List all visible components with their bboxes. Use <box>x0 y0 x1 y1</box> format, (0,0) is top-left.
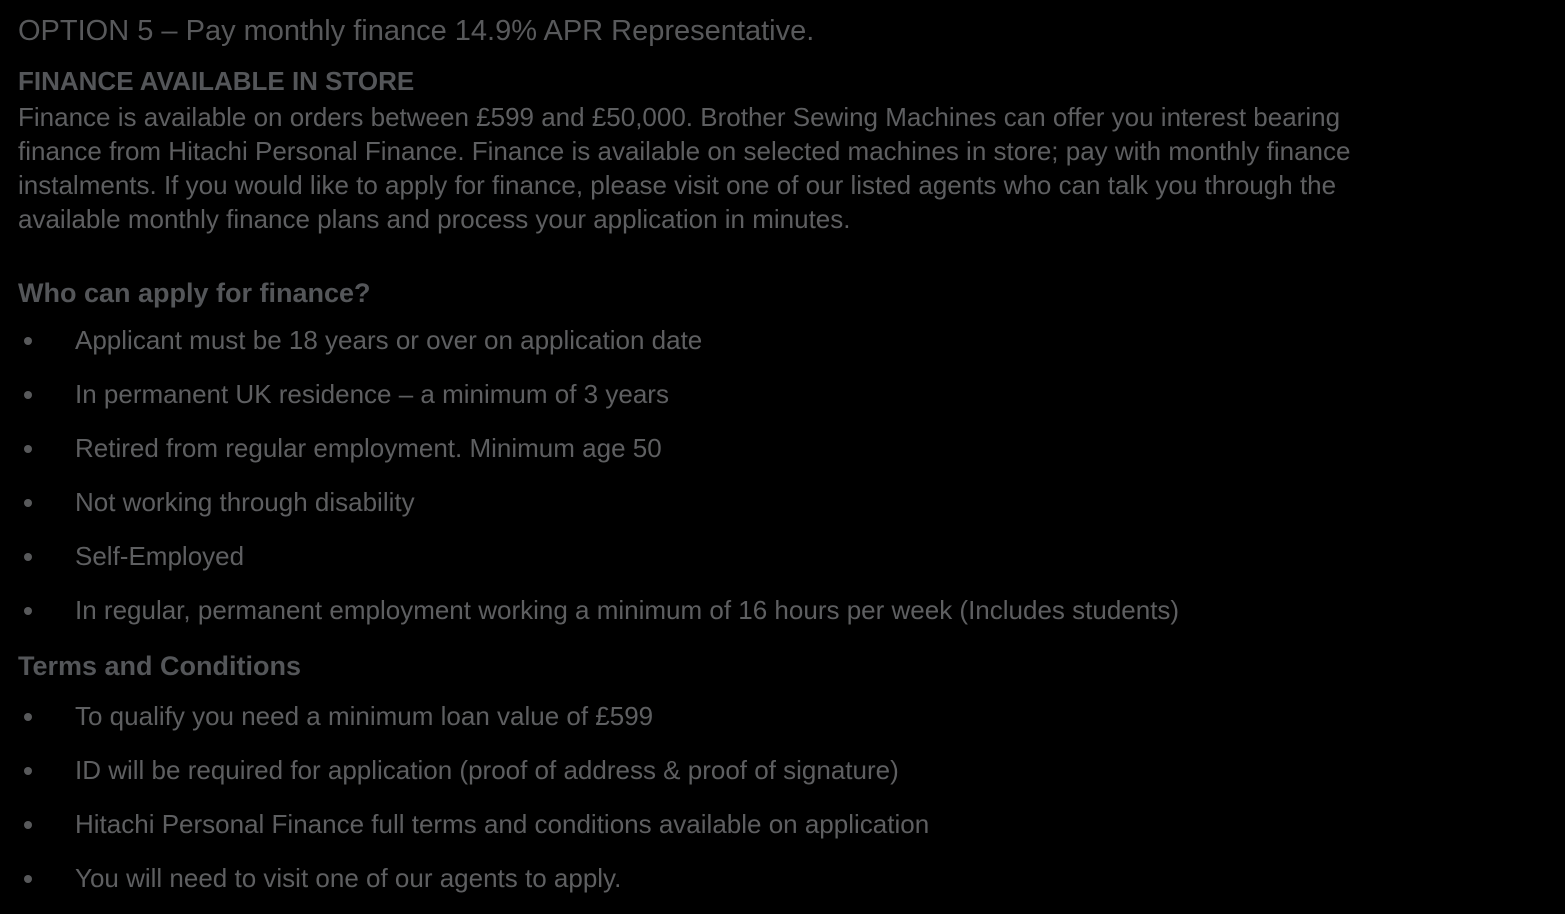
paragraph-line: instalments. If you would like to apply for finance, please visit one of our listed agents who can talk you through the <box>18 170 1337 200</box>
eligibility-bullet-list <box>18 323 1525 627</box>
who-can-apply-heading: Who can apply for finance? <box>18 278 371 308</box>
list-item: You will need to visit one of our agents to apply. <box>18 861 1525 895</box>
option-5-title: OPTION 5 – Pay monthly finance 14.9% APR Representative. <box>18 15 815 47</box>
list-item: In regular, permanent employment working a minimum of 16 hours per week (Includes students) <box>18 593 1525 627</box>
paragraph-line: finance from Hitachi Personal Finance. Finance is available on selected machines in store; pay with monthly finance <box>18 136 1351 166</box>
finance-available-heading: FINANCE AVAILABLE IN STORE <box>18 66 415 96</box>
list-item: To qualify you need a minimum loan value of £599 <box>18 699 1525 733</box>
list-item: Retired from regular employment. Minimum age 50 <box>18 431 1525 465</box>
list-item: Not working through disability <box>18 485 1525 519</box>
list-item: Self-Employed <box>18 539 1525 573</box>
terms-and-conditions-heading: Terms and Conditions <box>18 651 302 681</box>
paragraph-line: available monthly finance plans and process your application in minutes. <box>18 204 851 234</box>
list-item: In permanent UK residence – a minimum of 3 years <box>18 377 1525 411</box>
list-item: ID will be required for application (proof of address & proof of signature) <box>18 753 1525 787</box>
paragraph-line: Finance is available on orders between £599 and £50,000. Brother Sewing Machines can offer you interest bearing <box>18 102 1341 132</box>
list-item: Applicant must be 18 years or over on application date <box>18 323 1525 357</box>
terms-bullet-list <box>18 699 1525 895</box>
finance-description-paragraph <box>18 100 1525 236</box>
list-item: Hitachi Personal Finance full terms and conditions available on application <box>18 807 1525 841</box>
